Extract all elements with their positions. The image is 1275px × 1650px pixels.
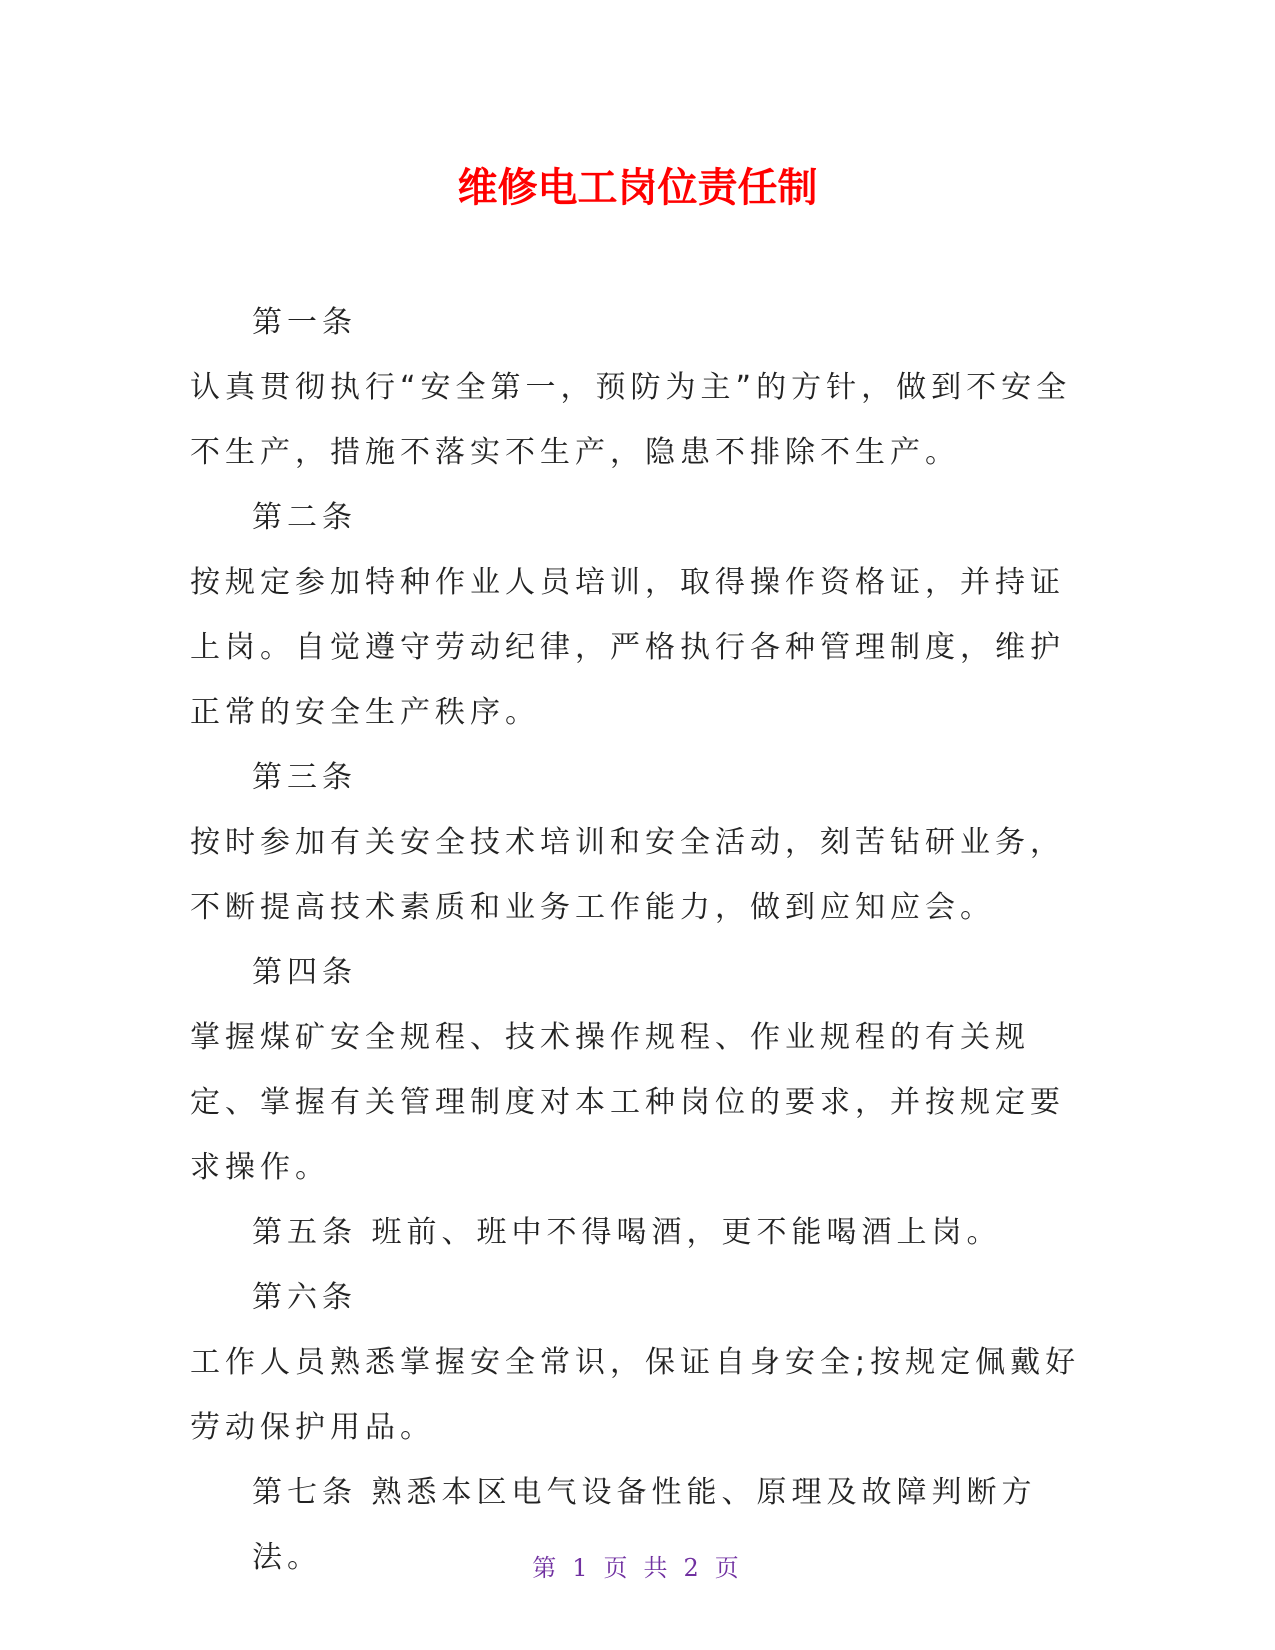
footer-page-number: 1	[572, 1554, 592, 1582]
article-text: 按时参加有关安全技术培训和安全活动，刻苦钻研业务，不断提高技术素质和业务工作能力，做到应知应会。	[190, 825, 1065, 925]
article-heading: 第三条	[252, 760, 357, 795]
article	[190, 290, 1090, 485]
page-footer	[0, 1548, 1275, 1583]
article-heading: 第二条	[252, 500, 357, 535]
article	[190, 1265, 1090, 1460]
article	[190, 745, 1090, 940]
footer-total-unit: 页	[714, 1554, 743, 1582]
footer-total-label: 共	[643, 1554, 672, 1582]
article-heading: 第四条	[252, 955, 357, 990]
article-heading: 第六条	[252, 1280, 357, 1315]
article	[190, 485, 1090, 745]
article-heading: 第一条	[252, 305, 357, 340]
document-title: 维修电工岗位责任制	[457, 165, 818, 211]
article-text: 按规定参加特种作业人员培训，取得操作资格证，并持证上岗。自觉遵守劳动纪律，严格执行各种管理制度，维护正常的安全生产秩序。	[190, 565, 1065, 730]
footer-page-label: 第	[532, 1554, 561, 1582]
article-text: 认真贯彻执行“安全第一，预防为主”的方针，做到不安全不生产，措施不落实不生产，隐患不排除不生产。	[190, 370, 1072, 470]
article	[190, 940, 1090, 1200]
article-text: 掌握煤矿安全规程、技术操作规程、作业规程的有关规定、掌握有关管理制度对本工种岗位的要求，并按规定要求操作。	[190, 1020, 1065, 1185]
article	[190, 1200, 1090, 1265]
article-text: 工作人员熟悉掌握安全常识，保证自身安全;按规定佩戴好劳动保护用品。	[190, 1345, 1081, 1445]
footer-page-unit: 页	[603, 1554, 632, 1582]
article-heading: 第五条 班前、班中不得喝酒，更不能喝酒上岗。	[252, 1215, 1002, 1250]
footer-total-pages: 2	[683, 1554, 703, 1582]
article-heading: 第七条 熟悉本区电气设备性能、原理及故障判断方法。	[252, 1475, 1037, 1575]
document-body	[190, 290, 1090, 1590]
